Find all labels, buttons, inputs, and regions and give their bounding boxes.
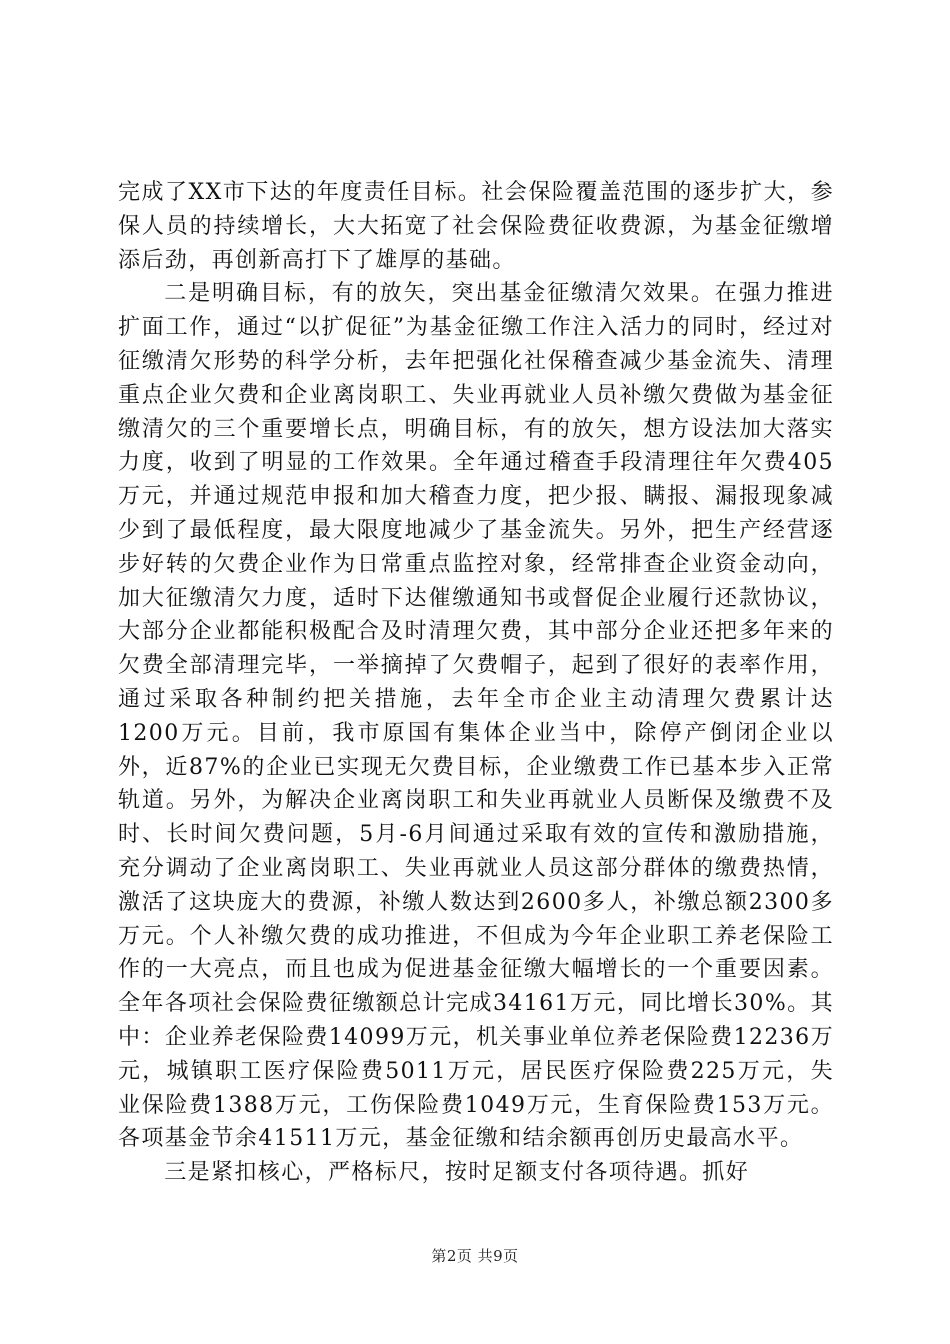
paragraph-2: 二是明确目标，有的放矢，突出基金征缴清欠效果。在强力推进扩面工作，通过“以扩促征”为基金征缴工作注入活力的同时，经过对征缴清欠形势的科学分析，去年把强化社保稽查减少基金流失、清理重点企业欠费和企业离岗职工、失业再就业人员补缴欠费做为基金征缴清欠的三个重要增长点，明确目标，有的放矢，想方设法加大落实力度，收到了明显的工作效果。全年通过稽查手段清理往年欠费405万元，并通过规范申报和加大稽查力度，把少报、瞒报、漏报现象减少到了最低程度，最大限度地减少了基金流失。另外，把生产经营逐步好转的欠费企业作为日常重点监控对象，经常排查企业资金动向，加大征缴清欠力度，适时下达催缴通知书或督促企业履行还款协议，大部分企业都能积极配合及时清理欠费，其中部分企业还把多年来的欠费全部清理完毕，一举摘掉了欠费帽子，起到了很好的表率作用，通过采取各种制约把关措施，去年全市企业主动清理欠费累计达1200万元。目前，我市原国有集体企业当中，除停产倒闭企业以外，近87%的企业已实现无欠费目标，企业缴费工作已基本步入正常轨道。另外，为解决企业离岗职工和失业再就业人员断保及缴费不及时、长时间欠费问题，5月-6月间通过采取有效的宣传和激励措施，充分调动了企业离岗职工、失业再就业人员这部分群体的缴费热情，激活了这块庞大的费源，补缴人数达到2600多人，补缴总额2300多万元。个人补缴欠费的成功推进，不但成为今年企业职工养老保险工作的一大亮点，而且也成为促进基金征缴大幅增长的一个重要因素。全年各项社会保险费征缴额总计完成34161万元，同比增长30%。其中：企业养老保险费14099万元，机关事业单位养老保险费12236万元，城镇职工医疗保险费5011万元，居民医疗保险费225万元，失业保险费1388万元，工伤保险费1049万元，生育保险费153万元。各项基金节余41511万元，基金征缴和结余额再创历史最高水平。 (118, 281, 834, 1152)
paragraph-1: 完成了XX市下达的年度责任目标。社会保险覆盖范围的逐步扩大，参保人员的持续增长，大大拓宽了社会保险费征收费源，为基金征缴增添后劲，再创新高打下了雄厚的基础。 (118, 180, 834, 273)
page-footer (0, 1245, 950, 1266)
document-body (118, 176, 834, 1190)
page-number: 第2页 共9页 (431, 1247, 519, 1265)
paragraph-3: 三是紧扣核心，严格标尺，按时足额支付各项待遇。抓好 (164, 1160, 750, 1186)
